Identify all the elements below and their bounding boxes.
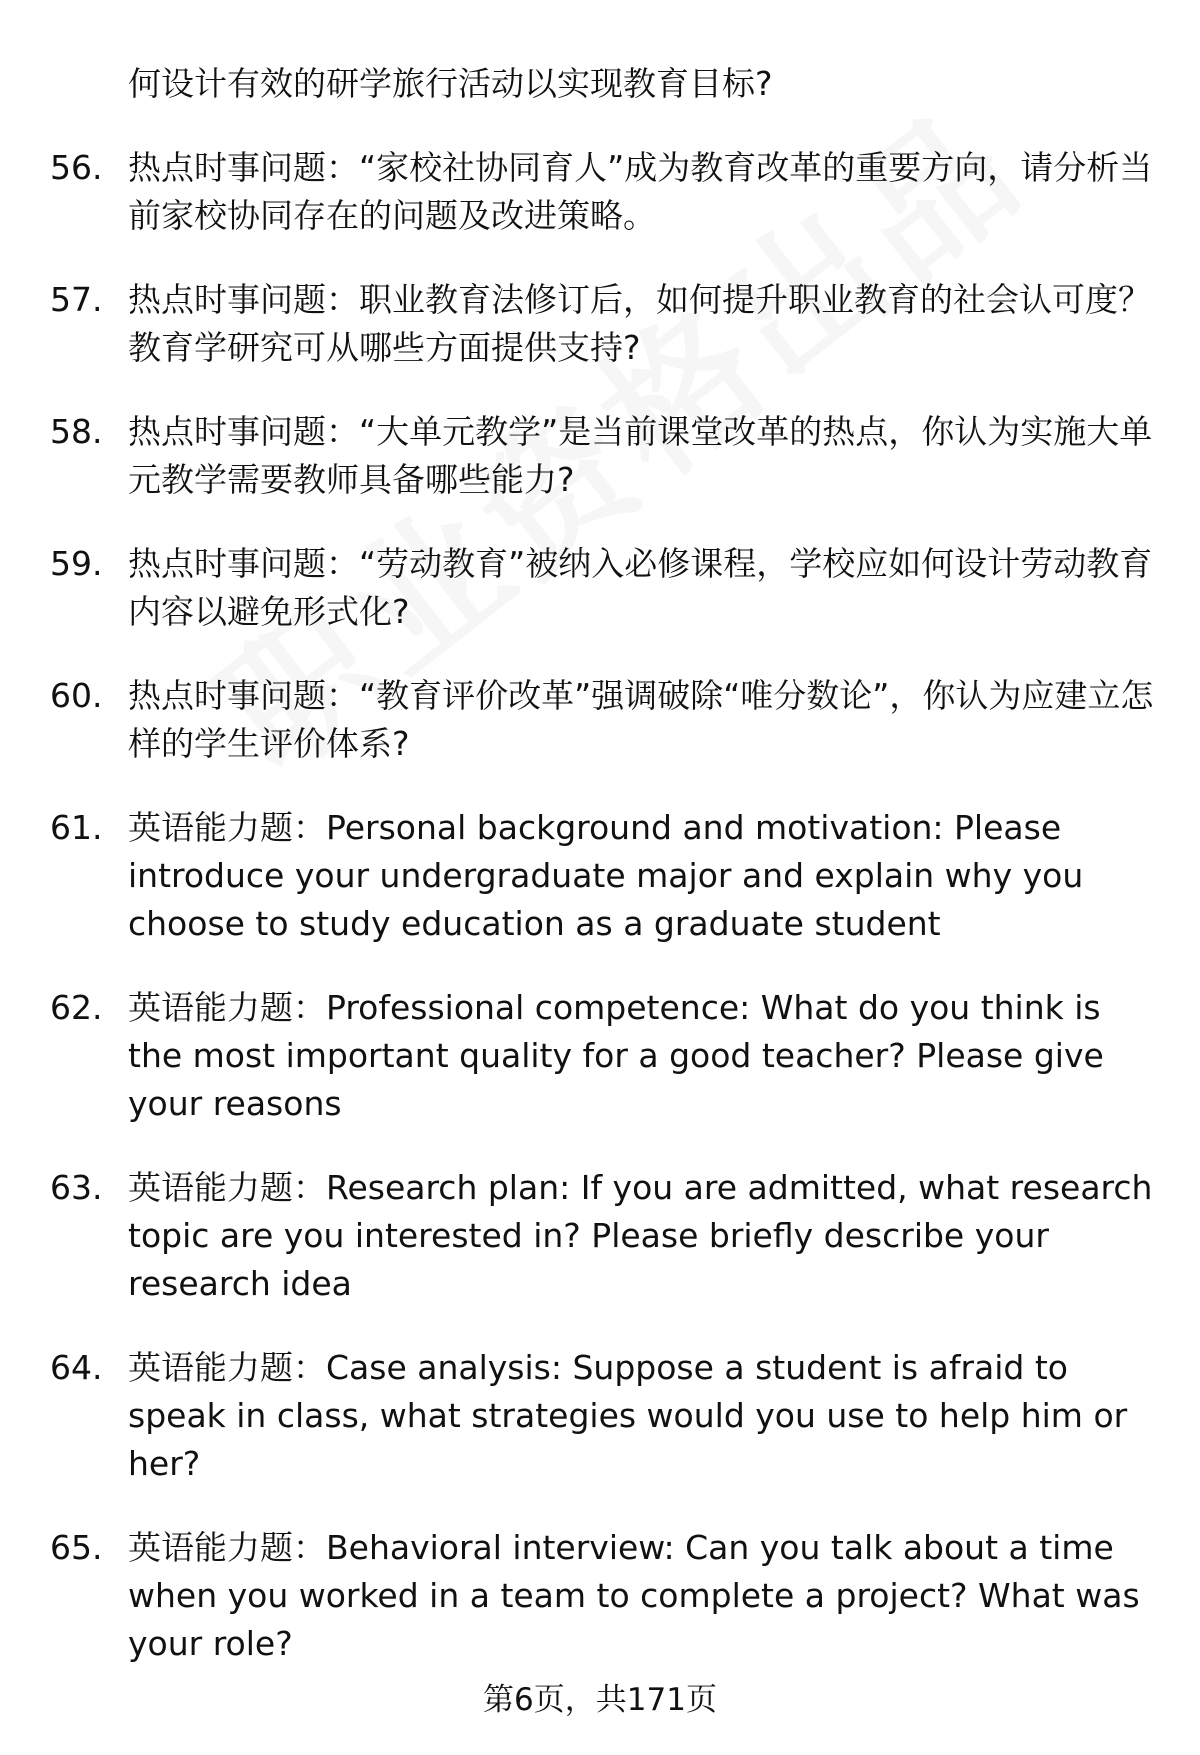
question-item — [50, 144, 1160, 240]
question-number: 62. — [50, 988, 103, 1027]
question-text: 英语能力题：Personal background and motivation: Please introduce your undergraduate major and explain why you choose to study education as a graduate student — [128, 808, 1084, 943]
question-item — [50, 1164, 1160, 1308]
question-number: 61. — [50, 808, 103, 847]
question-text: 英语能力题：Professional competence: What do you think is the most important quality for a good teacher? Please give your reasons — [128, 988, 1104, 1123]
question-number: 64. — [50, 1348, 103, 1387]
question-number: 56. — [50, 148, 103, 187]
question-number: 57. — [50, 280, 103, 319]
question-text: 英语能力题：Behavioral interview: Can you talk about a time when you worked in a team to complete a project? What was your role? — [128, 1528, 1140, 1663]
question-list — [50, 60, 1160, 1704]
question-text: 热点时事问题：职业教育法修订后，如何提升职业教育的社会认可度？教育学研究可从哪些方面提供支持? — [128, 280, 1151, 367]
question-item — [50, 540, 1160, 636]
question-item — [50, 672, 1160, 768]
question-item — [50, 1524, 1160, 1668]
question-item — [50, 804, 1160, 948]
question-text: 英语能力题：Case analysis: Suppose a student is afraid to speak in class, what strategies would you use to help him or her? — [128, 1348, 1128, 1483]
page-footer: 第6页，共171页 — [483, 1682, 717, 1718]
question-text: 热点时事问题：“大单元教学”是当前课堂改革的热点，你认为实施大单元教学需要教师具备哪些能力? — [128, 412, 1153, 499]
continued-question-text: 何设计有效的研学旅行活动以实现教育目标? — [128, 64, 773, 103]
question-item — [50, 408, 1160, 504]
question-text: 英语能力题：Research plan: If you are admitted, what research topic are you interested in? Please briefly describe your research idea — [128, 1168, 1153, 1303]
question-number: 60. — [50, 676, 103, 715]
question-number: 58. — [50, 412, 103, 451]
question-text: 热点时事问题：“家校社协同育人”成为教育改革的重要方向，请分析当前家校协同存在的问题及改进策略。 — [128, 148, 1153, 235]
question-text: 热点时事问题：“劳动教育”被纳入必修课程，学校应如何设计劳动教育内容以避免形式化? — [128, 544, 1153, 631]
question-text: 热点时事问题：“教育评价改革”强调破除“唯分数论”，你认为应建立怎样的学生评价体系? — [128, 676, 1154, 763]
question-item — [50, 276, 1160, 372]
question-item — [50, 984, 1160, 1128]
question-number: 59. — [50, 544, 103, 583]
question-item — [50, 1344, 1160, 1488]
question-number: 63. — [50, 1168, 103, 1207]
question-number: 65. — [50, 1528, 103, 1567]
